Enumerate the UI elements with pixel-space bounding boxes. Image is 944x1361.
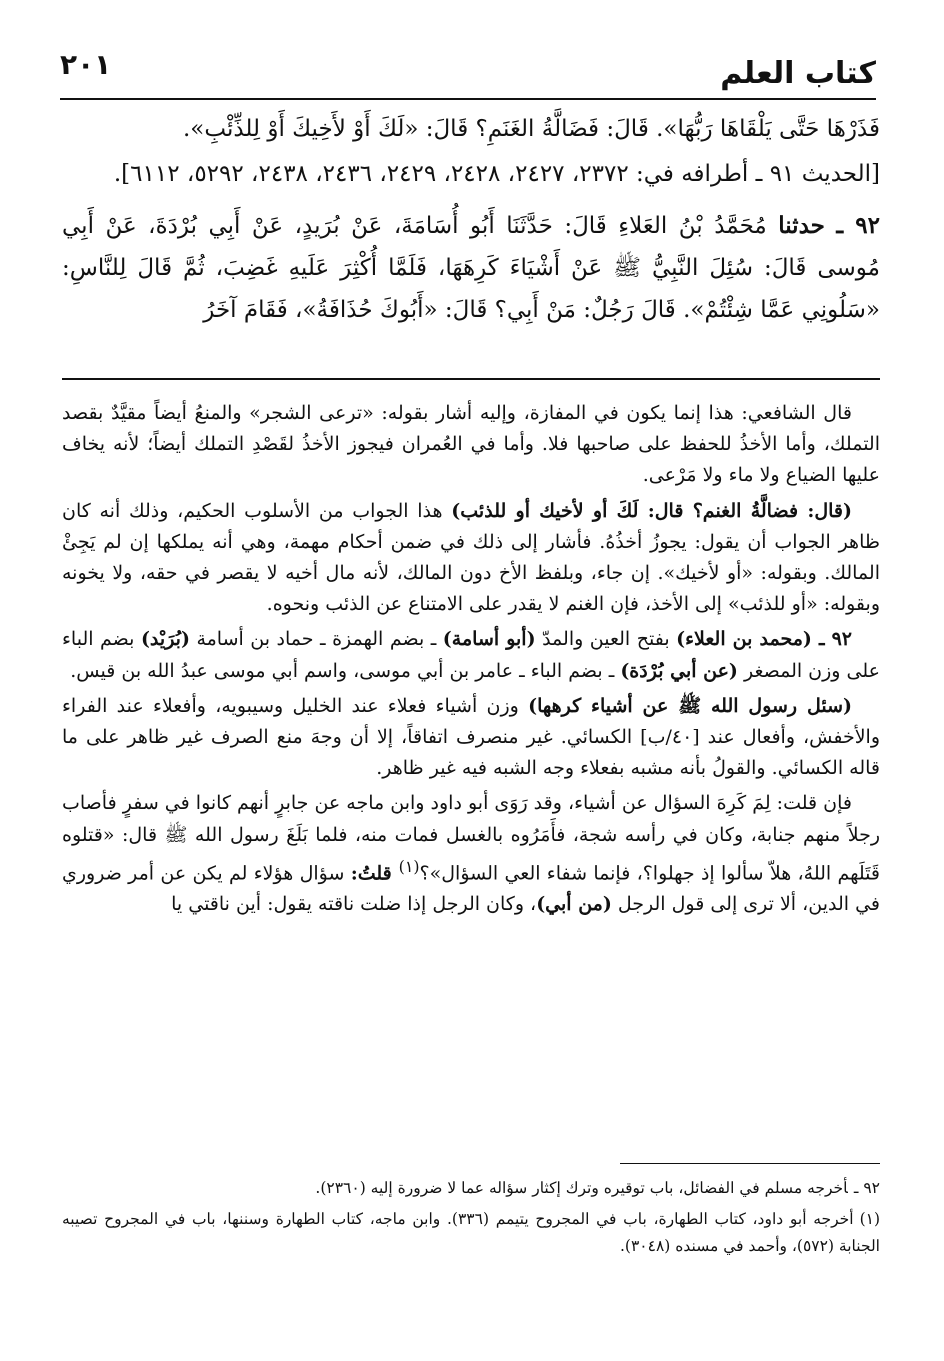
footnote-rule	[620, 1163, 880, 1164]
commentary-paragraph-3	[62, 624, 880, 686]
commentary-p3-text-2: ـ بضم الهمزة ـ حماد بن أسامة	[189, 628, 443, 651]
commentary-p3-lemma-2: (أبو أسامة)	[442, 628, 536, 651]
page-number: ٢٠١	[60, 48, 112, 81]
chapter-title: كتاب العلم	[720, 56, 876, 91]
hadith-92-haddathana: حدثنا	[778, 212, 825, 239]
hadith-91-ending: فَذَرْهَا حَتَّى يَلْقَاهَا رَبُّهَا». قَالَ: فَضَالَّةُ الغَنَمِ؟ قَالَ: «لَكَ أَوْ لأَخِيكَ أَوْ لِلذِّئْبِ».	[182, 116, 880, 142]
footnotes-block	[62, 1175, 880, 1264]
page-header	[60, 42, 876, 100]
commentary-p5-text-1: فإن قلت: لِمَ كَرِهَ السؤال عن أشياء، وقد رَوَى أبو داود وابن ماجه عن جابرٍ أنهم كانوا في سفرٍ فأصاب رجلاً منهم جنابة، وكان في رأسه شجة، فأَمَرُوه بالغسل فمات منه، فلما بَلَغَ رسول الله ﷺ قال: «قتلوه قَتَلَهم اللهُ، هلاّ سألوا إذ جهلوا؟، فإنما شفاء العي السؤال»؟	[62, 792, 880, 885]
commentary-p3-text-3: بضم الباء على وزن المصغر	[62, 628, 880, 682]
commentary-paragraph-2	[62, 496, 880, 621]
commentary-p3-lemma-1: ٩٢ ـ (محمد بن العلاء)	[676, 628, 853, 651]
commentary-p5-qultu: قلتُ:	[350, 862, 399, 885]
commentary-paragraph-4	[62, 691, 880, 785]
commentary-p5-text-3: ، وكان الرجل إذا ضلت ناقته يقول: أين ناقتي يا	[171, 893, 537, 916]
footnote-1-text: أخرجه أبو داود، كتاب الطهارة، باب في المجروح يتيمم (٣٣٦). وابن ماجه، كتاب الطهارة وسننها، باب في المجروح تصيبه الجنابة (٥٧٢)، وأحمد في مسنده (٣٠٤٨).	[62, 1210, 880, 1255]
commentary-p5-text-2: سؤال هؤلاء لم يكن عن أمر ضروري في الدين، ألا ترى إلى قول الرجل	[62, 862, 880, 916]
footnote-92-text: أخرجه مسلم في الفضائل، باب توقيره وترك إكثار سؤاله عما لا ضرورة إليه (٢٣٦٠).	[315, 1179, 848, 1197]
footnote-92	[62, 1175, 880, 1202]
commentary-paragraph-1: قال الشافعي: هذا إنما يكون في المفازة، وإليه أشار بقوله: «ترعى الشجر» والمنعُ أيضاً مقيَّدٌ بقصد التملك، وأما الأخذُ للحفظ على صاحبها فلا. وأما في العُمران فيجوز الأخذُ لقَصْدِ التملك أيضاً؛ لأنه يخاف عليها الضياع ولا ماء ولا مَرْعى.	[62, 402, 880, 487]
commentary-p3-lemma-4: (عن أبي بُرْدَة)	[620, 659, 738, 682]
commentary-p4-lemma: (سئل رسول الله ﷺ عن أشياء كرهها)	[528, 694, 852, 717]
commentary-p5-lemma: (من أبي)	[536, 893, 612, 916]
commentary-p3-text-4: ـ بضم الباء ـ عامر بن أبي موسى، واسم أبي موسى عبدُ الله بن قيس.	[70, 659, 621, 682]
text-commentary-divider	[62, 378, 880, 380]
commentary-paragraph-5	[62, 788, 880, 920]
commentary-p3-text-1: بفتح العين والمدّ	[535, 628, 677, 651]
commentary-block	[62, 398, 880, 925]
commentary-p2-lemma: (قال: فضالَّةُ الغنم؟ قال: لَكَ أو لأخيك أو للذئب)	[451, 499, 852, 522]
hadith-92-body: مُحَمَّدُ بْنُ العَلاءِ قَالَ: حَدَّثَنَا أَبُو أُسَامَةَ، عَنْ بُرَيدٍ، عَنْ أَبِي بُرْدَةَ، عَنْ أَبِي مُوسى قَالَ: سُئِلَ النَّبِيُّ ﷺ عَنْ أَشْيَاءَ كَرِهَهَا، فَلَمَّا أُكْثِرَ عَلَيهِ غَضِبَ، ثُمَّ قَالَ لِلنَّاسِ: «سَلُونِي عَمَّا شِئْتُمْ». قَالَ رَجُلٌ: مَنْ أَبِي؟ قَالَ: «أَبُوكَ حُذَافَةُ»، فَقَامَ آخَرُ	[62, 213, 880, 323]
hadith-92-text	[62, 205, 880, 331]
commentary-p2-text: هذا الجواب من الأسلوب الحكيم، وذلك أنه كان ظاهر الجواب أن يقول: يجوزُ أخذُهُ. فأشار إلى ذلك في ضمن أحكام مهمة، وهي أنه يملكها إن لم يَجِئْ المالك. وبقوله: «أو لأخيك». إن جاء، وبلفظ الأخ دون المالك، لأنه مال أخيه لا يقصر في حقه، ولا يخونه وبقوله: «أو للذئب» إلى الأخذ، فإن الغنم لا يقدر على الامتناع عن الذئب ونحوه.	[62, 499, 880, 616]
hadith-text-block	[62, 108, 880, 331]
commentary-p4-text: وزن أشياء فعلاء عند الخليل وسيبويه، وأفعلاء عند الفراء والأخفش، وأفعال عند [٤٠/ب] الكسائي. غير منصرف اتفاقاً، إلا أن وجهَ منع الصرف غير ظاهر على ما قاله الكسائي. والقولُ بأنه مشبه بفعلاء وجه الشبه فيه غير ظاهر.	[62, 694, 880, 780]
hadith-91-references: [الحديث ٩١ ـ أطرافه في: ٢٣٧٢، ٢٤٢٧، ٢٤٢٨، ٢٤٢٩، ٢٤٣٦، ٢٤٣٨، ٥٢٩٢، ٦١١٢].	[113, 161, 880, 187]
hadith-92-number: ٩٢ ـ	[836, 212, 880, 239]
commentary-p3-lemma-3: (بُرَيْد)	[140, 628, 190, 651]
footnote-92-number: ٩٢ ـ	[853, 1179, 880, 1197]
footnote-marker[interactable]: (١)	[398, 856, 420, 876]
footnote-1-number: (١)	[859, 1210, 881, 1228]
footnote-1	[62, 1206, 880, 1260]
